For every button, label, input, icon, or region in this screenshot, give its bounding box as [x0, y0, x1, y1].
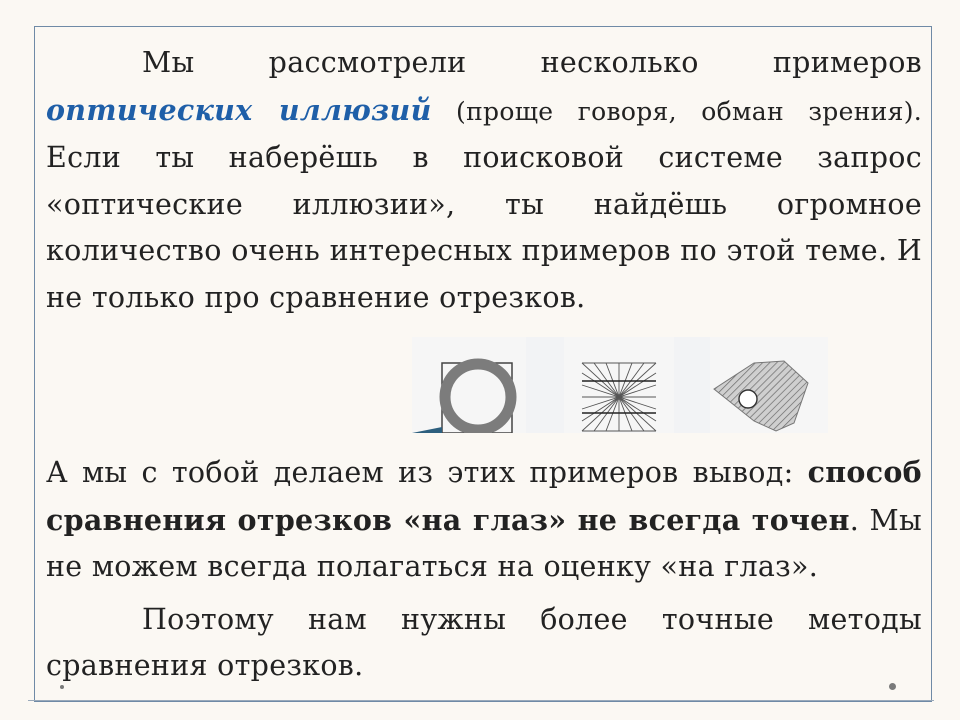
- optical-illusions-term: оптических иллюзий: [46, 92, 432, 127]
- circle-in-pattern-illusion-image: [710, 337, 828, 433]
- conclusion-text-end: . Мы не можем всегда полагаться на оценку «на глаз».: [46, 503, 922, 583]
- conclusion-text: А мы с тобой делаем из этих примеров вывод:: [46, 456, 794, 489]
- final-text: Поэтому нам нужны более точные методы сравнения отрезков.: [46, 602, 922, 682]
- slide-dot-left: [60, 685, 64, 689]
- paragraph-conclusion: [46, 449, 922, 591]
- circle-in-square-illusion-image: [412, 337, 526, 433]
- illusion-images: [412, 337, 828, 433]
- slide-dot-right: [889, 683, 896, 690]
- slide-content: [46, 40, 922, 690]
- bottom-divider: [28, 700, 934, 701]
- intro-text: Мы рассмотрели несколько примеров: [142, 46, 922, 79]
- hering-lines-illusion-image: [564, 337, 674, 433]
- intro-search-text: Если ты наберёшь в поисковой системе запрос «оптические иллюзии», ты найдёшь огромное количество очень интересных примеров по этой теме. И не только про сравнение отрезков.: [46, 141, 922, 314]
- paragraph-intro: [46, 40, 922, 321]
- conclusion-bold: способ сравнения отрезков «на глаз» не всегда точен: [46, 455, 922, 537]
- intro-parenthetical: (проще говоря, обман зрения).: [431, 96, 922, 126]
- paragraph-final: [46, 597, 922, 690]
